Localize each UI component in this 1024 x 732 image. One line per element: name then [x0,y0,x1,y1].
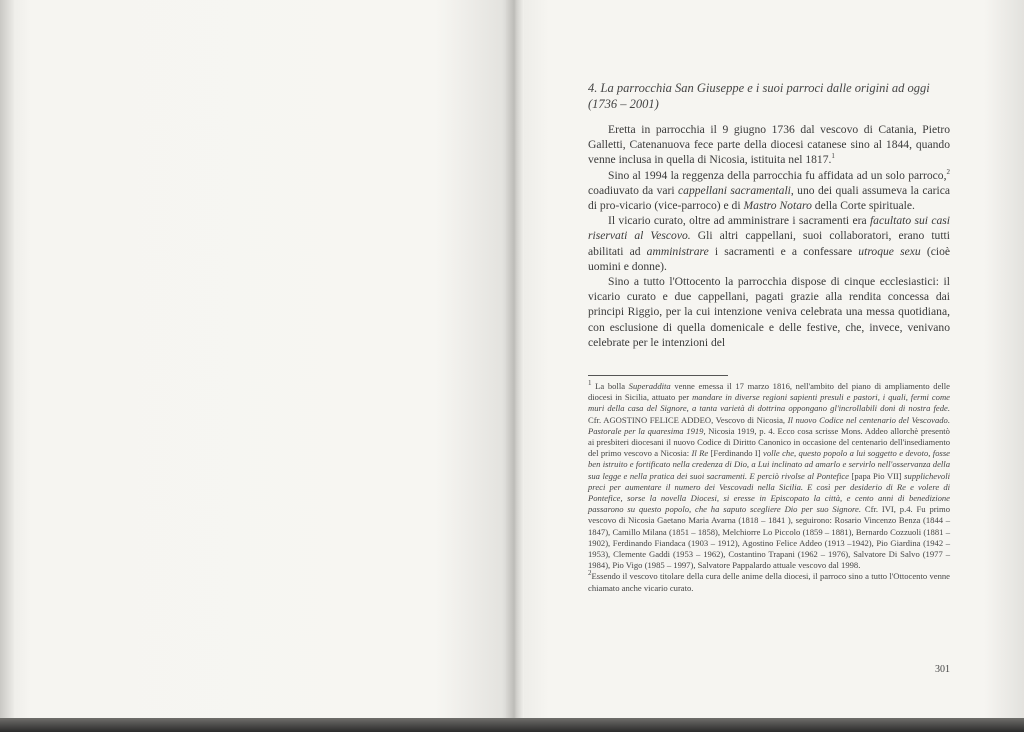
paragraph-3-part-a: Il vicario curato, oltre ad amministrare i sacramenti era [608,214,870,228]
footnote-1-italic-1: Superaddita [628,381,671,391]
footnote-1-part-g: Cfr. IVI, p.4. Fu primo vescovo di Nicosia Gaetano Maria Avarna (1818 – 1841 ), seguirono: Rosario Vincenzo Benza (1844 –1847), Camillo Milana (1851 – 1858), Melchiorre Lo Piccolo (1859 – 1881), Bernardo Cozzuoli (1881 – 1902), Ferdinando Fiandaca (1903 – 1912), Agostino Felice Addeo (1913 –1942), Pio Giardina (1942 – 1953), Clemente Gaddi (1953 – 1962), Costantino Trapani (1962 – 1976), Salvatore Di Salvo (1977 – 1984), Pio Vigo (1985 – 1997), Salvatore Pappalardo attuale vescovo dal 1998. [588,504,950,571]
paragraph-3-italic-2: amministrare [646,244,709,258]
footnote-2-text: Essendo il vescovo titolare della cura delle anime della diocesi, il parroco sino a tutto l'Ottocento venne chiamato anche vicario curato. [588,571,950,593]
footnotes [588,381,950,594]
paragraph-2-italic-2: Mastro Notaro [743,199,812,213]
page-number: 301 [935,664,950,675]
paragraph-2-part-c: , uno dei quali assumeva la carica di pro-vicario (vice-parroco) e di [588,183,950,213]
footnote-1-part-e: [Ferdinando I] [708,448,764,459]
paragraph-3-part-b: Gli altri cappellani, suoi collaboratori, erano tutti abilitati ad [588,229,950,258]
paragraph-3 [588,213,950,274]
paragraph-3-part-c: i sacramenti e a confessare [708,244,859,258]
footnote-ref-1: 1 [831,152,835,161]
footnote-1-part-b: venne emessa il 17 marzo 1816, nell'ambito del piano di ampliamento delle diocesi in Sicilia, attuato per [588,381,950,403]
paragraph-2-part-d: della Corte spirituale. [811,199,915,213]
paragraph-1 [588,122,950,168]
footnote-1-italic-6: supplichevoli preci per aumentare il numero dei Vescovadi nella Sicilia. E così per desiderio di Re e volere di Pontefice, sorse la novella Diocesi, si eresse in Episcopato la città, e cento anni di benedizione passarono su questo popolo, che ha saputo scegliere Dio per suo Signore. [588,470,950,515]
footnote-1-part-a: La bolla [591,381,629,391]
footnote-1-part-f: [papa Pio VII] [848,470,905,481]
body-text [588,122,950,350]
book-gutter [506,0,524,732]
footnote-1-part-c: Cfr. AGOSTINO FELICE ADDEO, Vescovo di Nicosia, [588,414,788,425]
section-heading-line1: 4. La parrocchia San Giuseppe e i suoi parroci dalle origini ad oggi [588,81,930,95]
left-page-edge [0,0,14,732]
footnote-2-number: 2 [588,569,592,578]
paragraph-2-part-b: coadiuvato da vari [588,183,679,197]
footnote-ref-2: 2 [946,167,950,176]
paragraph-2-italic-1: cappellani sacramentali [678,183,791,197]
footnote-1 [588,381,950,571]
paragraph-2-part-a: Sino al 1994 la reggenza della parrocchia fu affidata ad un solo parroco, [608,168,947,182]
paragraph-4: Sino a tutto l'Ottocento la parrocchia dispose di cinque ecclesiastici: il vicario curato e due cappellani, pagati grazie alla rendita concessa dai principi Riggio, per la cui intenzione veniva celebrata una messa quotidiana, con esclusione di quella domenicale e delle festive, che, invece, venivano celebrate per le intenzioni del [588,275,950,349]
paragraph-3-part-d: (cioè uomini e donne). [588,244,951,273]
footnote-1-part-d: , Nicosia 1919, p. 4. Ecco cosa scrisse Mons. Addeo allorchè presentò ai presbiteri diocesani il nuovo Codice di Diritto Canonico in occasione del centenario dell'insediamento del primo vescovo a Nicosia: [588,425,950,459]
footnote-1-italic-3: Il nuovo Codice nel centenario del Vescovado. Pastorale per la quaresima 1919 [588,414,951,436]
scan-bottom-edge [0,718,1024,732]
footnote-1-number: 1 [588,379,592,388]
paragraph-3-italic-3: utroque sexu [858,244,921,258]
footnote-1-italic-2: mandare in diverse regioni sapienti presuli e pastori, i quali, fermi come muri della casa del Signore, a tanta varietà di dottrina oppongano gl'incrollabili doni di nostra fede. [588,392,950,414]
paragraph-1-text: Eretta in parrocchia il 9 giugno 1736 dal vescovo di Catania, Pietro Galletti, Catenanuova fece parte della diocesi catanese sino al 1844, quando venne inclusa in quella di Nicosia, istituita nel 1817. [588,123,950,167]
footnote-1-italic-5: volle che, questo popolo a lui soggetto e devoto, fosse ben istruito e fortificato nella credenza di Dio, a Lui inclinato ad amarlo e servirlo nell'osservanza della sua legge e nella pratica dei suoi sacramenti. E perciò rivolse al Pontefice [588,448,950,481]
section-heading-line2: (1736 – 2001) [588,97,659,111]
paragraph-2 [588,168,950,214]
paragraph-3-italic-1: facultato sui casi riservati al Vescovo. [588,214,950,243]
footnote-rule [588,375,728,376]
section-heading [588,80,950,112]
footnote-1-italic-4: Il Re [691,448,709,459]
footnote-2 [588,571,950,593]
